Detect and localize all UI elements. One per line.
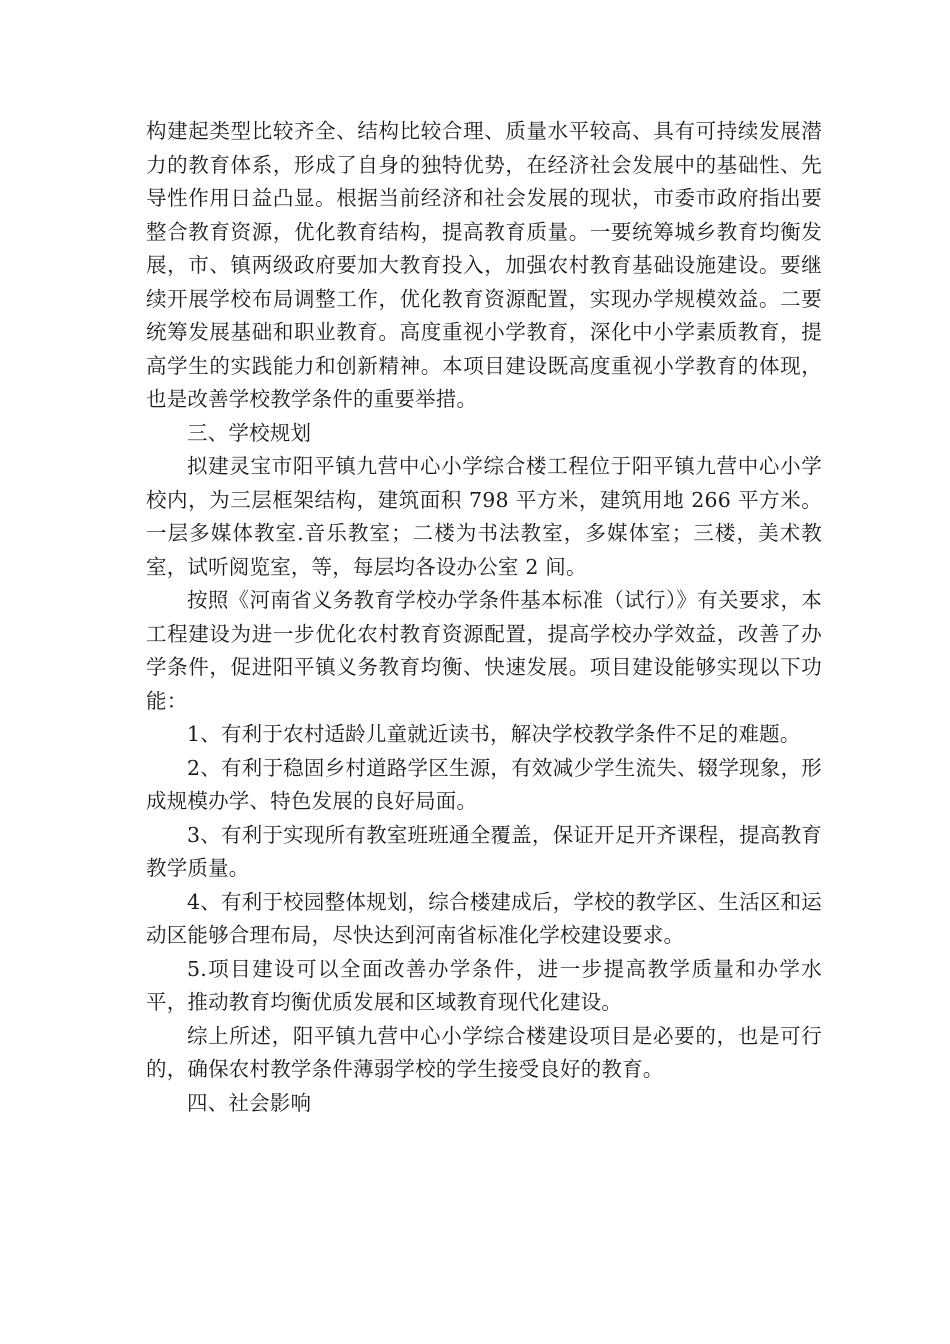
list-item: 3、有利于实现所有教室班班通全覆盖，保证开足开齐课程，提高教育教学质量。 [146, 822, 822, 880]
section-heading-school-planning: 三、学校规划 [187, 420, 312, 445]
list-item: 1、有利于农村适龄儿童就近读书，解决学校教学条件不足的难题。 [187, 722, 801, 746]
section-heading-social-impact: 四、社会影响 [187, 1090, 312, 1115]
body-paragraph: 构建起类型比较齐全、结构比较合理、质量水平较高、具有可持续发展潜力的教育体系，形成了自身的独特优势，在经济社会发展中的基础性、先导性作用日益凸显。根据当前经济和社会发展的现状，市委市政府指出要整合教育资源，优化教育结构，提高教育质量。一要统筹城乡教育均衡发展，市、镇两级政府要加大教育投入，加强农村教育基础设施建设。要继续开展学校布局调整工作，优化教育资源配置，实现办学规模效益。二要统筹发展基础和职业教育。高度重视小学教育，深化中小学素质教育，提高学生的实践能力和创新精神。本项目建设既高度重视小学教育的体现，也是改善学校教学条件的重要举措。 [146, 119, 822, 411]
body-paragraph: 按照《河南省义务教育学校办学条件基本标准（试行）》有关要求，本工程建设为进一步优化农村教育资源配置，提高学校办学效益，改善了办学条件，促进阳平镇义务教育均衡、快速发展。项目建设能够实现以下功能： [146, 588, 822, 713]
body-paragraph: 综上所述，阳平镇九营中心小学综合楼建设项目是必要的，也是可行的，确保农村教学条件薄弱学校的学生接受良好的教育。 [146, 1023, 822, 1081]
list-item: 5.项目建设可以全面改善办学条件，进一步提高教学质量和办学水平，推动教育均衡优质发展和区域教育现代化建设。 [146, 956, 822, 1014]
document-body [146, 115, 822, 1120]
body-paragraph: 拟建灵宝市阳平镇九营中心小学综合楼工程位于阳平镇九营中心小学校内，为三层框架结构，建筑面积 798 平方米，建筑用地 266 平方米。一层多媒体教室.音乐教室；二楼为书法教室，多媒体室；三楼，美术教室，试听阅览室，等，每层均各设办公室 2 间。 [146, 454, 822, 579]
list-item: 4、有利于校园整体规划，综合楼建成后，学校的教学区、生活区和运动区能够合理布局，尽快达到河南省标准化学校建设要求。 [146, 889, 822, 947]
list-item: 2、有利于稳固乡村道路学区生源，有效减少学生流失、辍学现象，形成规模办学、特色发展的良好局面。 [146, 755, 822, 813]
